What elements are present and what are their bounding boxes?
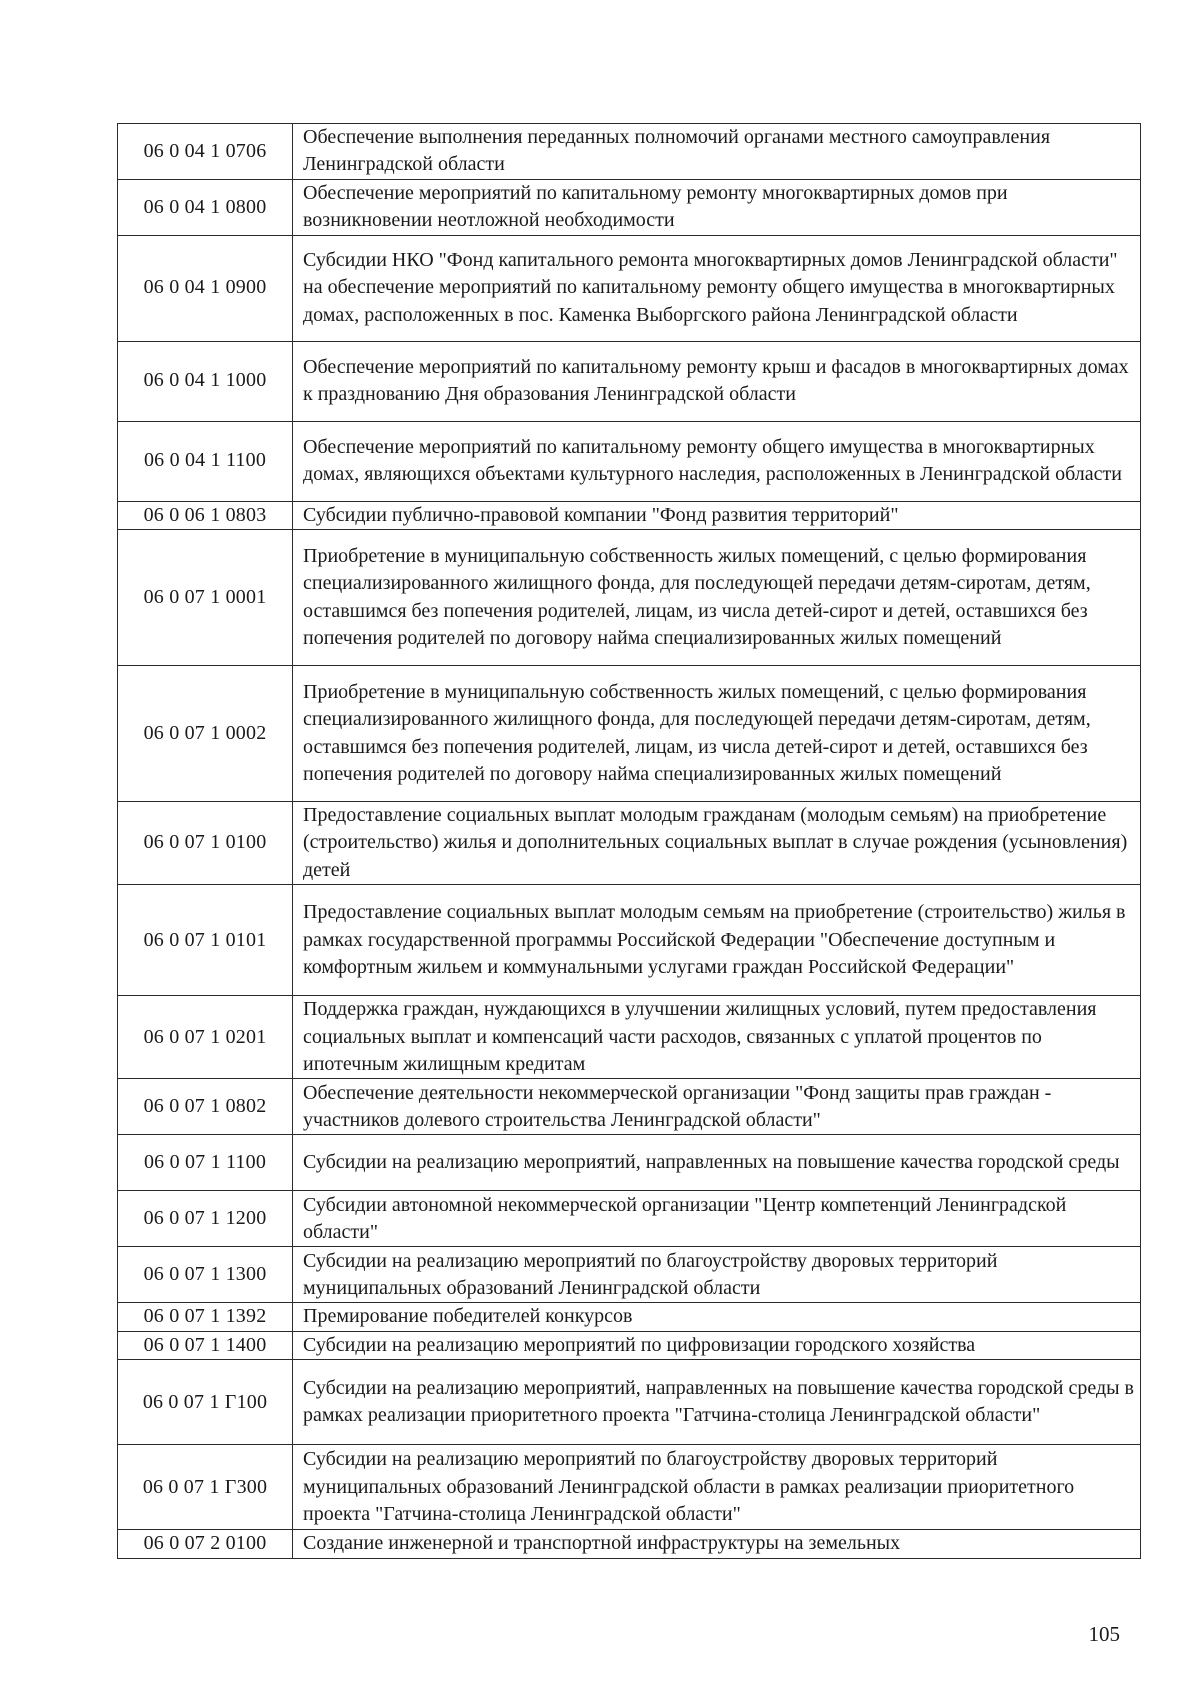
row-description: Премирование победителей конкурсов <box>293 1303 1141 1331</box>
row-code: 06 0 07 1 1400 <box>118 1331 293 1359</box>
row-code: 06 0 07 1 1300 <box>118 1247 293 1303</box>
row-description: Субсидии НКО "Фонд капитального ремонта многоквартирных домов Ленинградской области" на обеспечение мероприятий по капитальному ремонту общего имущества в многоквартирных домах, расположенных в пос. Каменка Выборгского района Ленинградской области <box>293 235 1141 341</box>
row-code: 06 0 07 1 0201 <box>118 996 293 1079</box>
row-code: 06 0 07 1 0100 <box>118 802 293 885</box>
row-description: Субсидии на реализацию мероприятий, направленных на повышение качества городской среды <box>293 1135 1141 1191</box>
row-description: Субсидии на реализацию мероприятий по благоустройству дворовых территорий муниципальных образований Ленинградской области в рамках реализации приоритетного проекта "Гатчина-столица Ленинградской области" <box>293 1445 1141 1530</box>
table-row <box>118 1331 1141 1359</box>
table-row <box>118 501 1141 529</box>
table-row <box>118 1445 1141 1530</box>
row-code: 06 0 07 1 0002 <box>118 666 293 802</box>
row-description: Обеспечение мероприятий по капитальному ремонту общего имущества в многоквартирных домах, являющихся объектами культурного наследия, расположенных в Ленинградской области <box>293 421 1141 501</box>
row-code: 06 0 04 1 1000 <box>118 341 293 421</box>
table-row <box>118 421 1141 501</box>
row-description: Приобретение в муниципальную собственность жилых помещений, с целью формирования специализированного жилищного фонда, для последующей передачи детям-сиротам, детям, оставшимся без попечения родителей, лицам, из числа детей-сирот и детей, оставшихся без попечения родителей по договору найма специализированных жилых помещений <box>293 666 1141 802</box>
row-code: 06 0 04 1 0800 <box>118 179 293 235</box>
table-row <box>118 1360 1141 1445</box>
row-description: Создание инженерной и транспортной инфраструктуры на земельных <box>293 1530 1141 1558</box>
row-code: 06 0 04 1 0900 <box>118 235 293 341</box>
row-description: Субсидии на реализацию мероприятий по благоустройству дворовых территорий муниципальных образований Ленинградской области <box>293 1247 1141 1303</box>
table-row <box>118 235 1141 341</box>
row-code: 06 0 07 1 Г100 <box>118 1360 293 1445</box>
row-code: 06 0 07 1 0101 <box>118 885 293 996</box>
row-code: 06 0 07 1 1200 <box>118 1191 293 1247</box>
row-code: 06 0 07 1 1392 <box>118 1303 293 1331</box>
table-row <box>118 1303 1141 1331</box>
row-description: Обеспечение выполнения переданных полномочий органами местного самоуправления Ленинградской области <box>293 124 1141 180</box>
table-row <box>118 1191 1141 1247</box>
table-row <box>118 1135 1141 1191</box>
table-row <box>118 802 1141 885</box>
row-description: Поддержка граждан, нуждающихся в улучшении жилищных условий, путем предоставления социальных выплат и компенсаций части расходов, связанных с уплатой процентов по ипотечным жилищным кредитам <box>293 996 1141 1079</box>
row-code: 06 0 07 2 0100 <box>118 1530 293 1558</box>
row-code: 06 0 07 1 0001 <box>118 530 293 666</box>
row-description: Обеспечение мероприятий по капитальному ремонту крыш и фасадов в многоквартирных домах к празднованию Дня образования Ленинградской области <box>293 341 1141 421</box>
row-description: Субсидии на реализацию мероприятий, направленных на повышение качества городской среды в рамках реализации приоритетного проекта "Гатчина-столица Ленинградской области" <box>293 1360 1141 1445</box>
table-row <box>118 124 1141 180</box>
row-description: Приобретение в муниципальную собственность жилых помещений, с целью формирования специализированного жилищного фонда, для последующей передачи детям-сиротам, детям, оставшимся без попечения родителей, лицам, из числа детей-сирот и детей, оставшихся без попечения родителей по договору найма специализированных жилых помещений <box>293 530 1141 666</box>
row-code: 06 0 07 1 Г300 <box>118 1445 293 1530</box>
table-row <box>118 341 1141 421</box>
table-row <box>118 179 1141 235</box>
table-row <box>118 885 1141 996</box>
table-row <box>118 666 1141 802</box>
table-row <box>118 1247 1141 1303</box>
table-row <box>118 996 1141 1079</box>
row-description: Субсидии на реализацию мероприятий по цифровизации городского хозяйства <box>293 1331 1141 1359</box>
row-code: 06 0 04 1 1100 <box>118 421 293 501</box>
row-code: 06 0 06 1 0803 <box>118 501 293 529</box>
row-description: Субсидии публично-правовой компании "Фонд развития территорий" <box>293 501 1141 529</box>
row-description: Субсидии автономной некоммерческой организации "Центр компетенций Ленинградской области" <box>293 1191 1141 1247</box>
row-description: Предоставление социальных выплат молодым гражданам (молодым семьям) на приобретение (строительство) жилья и дополнительных социальных выплат в случае рождения (усыновления) детей <box>293 802 1141 885</box>
row-code: 06 0 07 1 1100 <box>118 1135 293 1191</box>
row-code: 06 0 07 1 0802 <box>118 1079 293 1135</box>
table-row <box>118 1530 1141 1558</box>
table-row <box>118 530 1141 666</box>
page-number: 105 <box>1088 1622 1120 1646</box>
budget-codes-table <box>117 123 1141 1559</box>
row-description: Обеспечение деятельности некоммерческой организации "Фонд защиты прав граждан - участников долевого строительства Ленинградской области" <box>293 1079 1141 1135</box>
row-description: Обеспечение мероприятий по капитальному ремонту многоквартирных домов при возникновении неотложной необходимости <box>293 179 1141 235</box>
row-code: 06 0 04 1 0706 <box>118 124 293 180</box>
table-row <box>118 1079 1141 1135</box>
row-description: Предоставление социальных выплат молодым семьям на приобретение (строительство) жилья в рамках государственной программы Российской Федерации "Обеспечение доступным и комфортным жильем и коммунальными услугами граждан Российской Федерации" <box>293 885 1141 996</box>
